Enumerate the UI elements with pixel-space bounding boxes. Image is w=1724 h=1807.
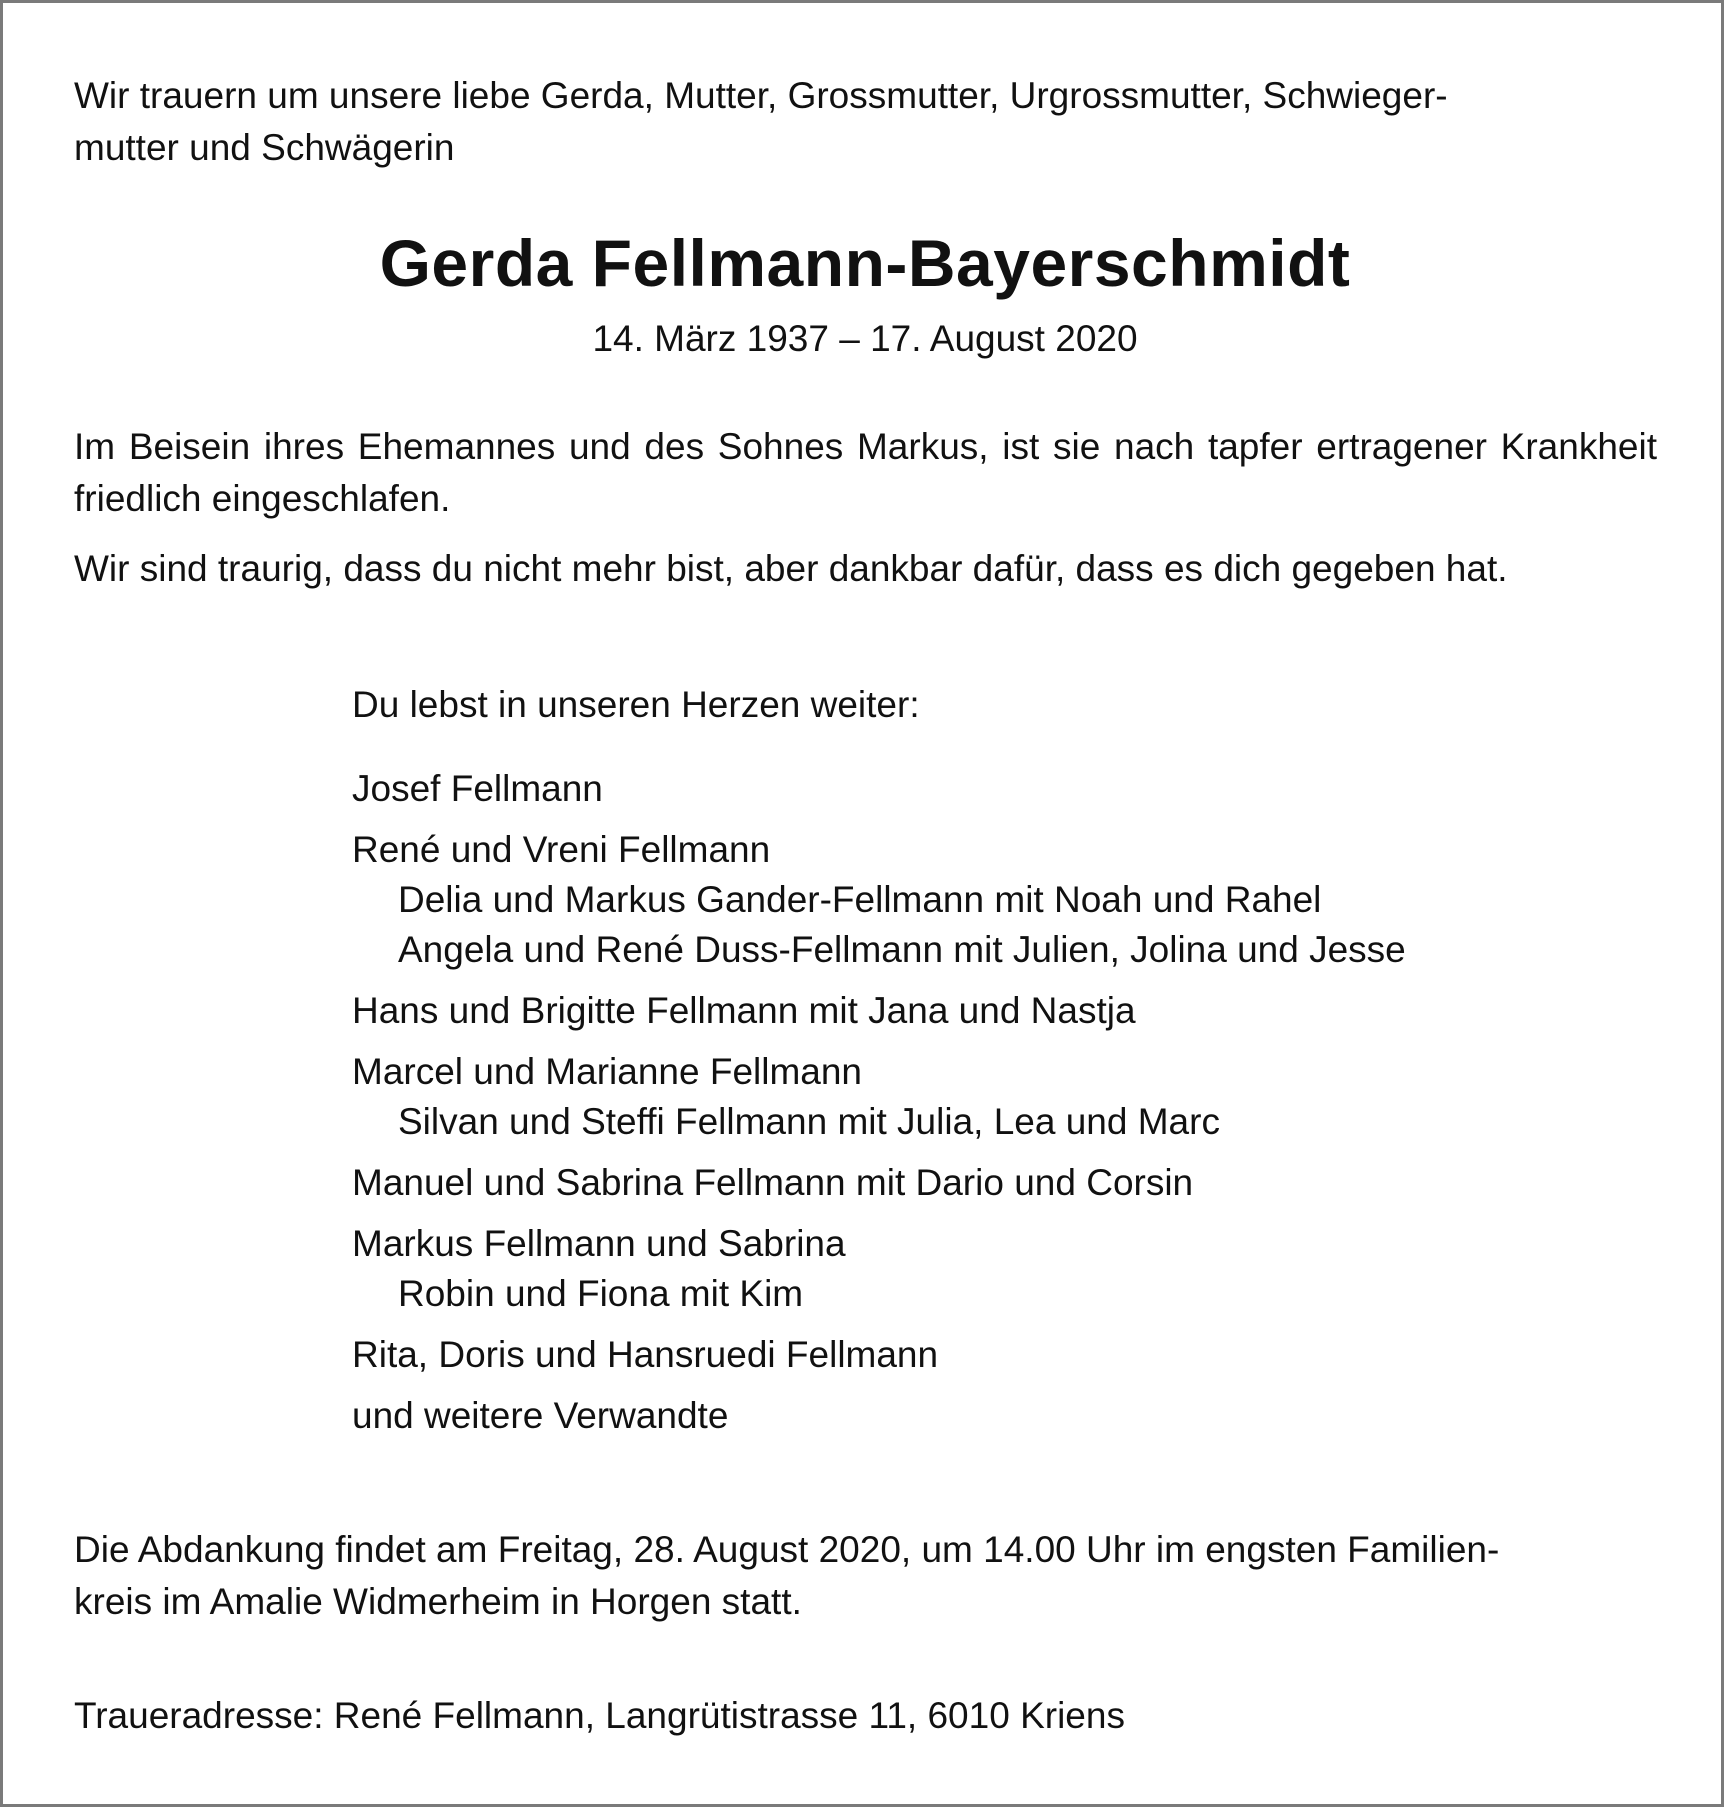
family-entry xyxy=(352,1047,1652,1147)
family-member: Manuel und Sabrina Fellmann mit Dario und Corsin xyxy=(352,1162,1194,1203)
family-entry xyxy=(352,986,1652,1036)
family-member: und weitere Verwandte xyxy=(352,1395,729,1436)
funeral-notice xyxy=(74,1524,1657,1628)
family-submember: Robin und Fiona mit Kim xyxy=(398,1273,804,1314)
family-submember: Silvan und Steffi Fellmann mit Julia, Lea und Marc xyxy=(398,1101,1220,1142)
family-intro: Du lebst in unseren Herzen weiter: xyxy=(352,684,920,725)
intro-line-2: mutter und Schwägerin xyxy=(74,127,455,168)
paragraph-passing: Im Beisein ihres Ehemannes und des Sohnes Markus, ist sie nach tapfer ertragener Krankheit friedlich eingeschlafen. xyxy=(74,426,1657,519)
family-entry xyxy=(352,825,1652,975)
deceased-name: Gerda Fellmann-Bayerschmidt xyxy=(379,226,1351,300)
family-member: Hans und Brigitte Fellmann mit Jana und Nastja xyxy=(352,990,1136,1031)
family-member: Markus Fellmann und Sabrina xyxy=(352,1223,846,1264)
family-submember: Angela und René Duss-Fellmann mit Julien, Jolina und Jesse xyxy=(398,929,1406,970)
family-submember: Delia und Markus Gander-Fellmann mit Noah und Rahel xyxy=(398,879,1322,920)
intro-text xyxy=(74,70,1657,174)
family-entry xyxy=(352,1219,1652,1319)
family-member: Rita, Doris und Hansruedi Fellmann xyxy=(352,1334,939,1375)
paragraph-gratitude: Wir sind traurig, dass du nicht mehr bist, aber dankbar dafür, dass es dich gegeben hat. xyxy=(74,548,1508,589)
family-entry xyxy=(352,1330,1652,1380)
family-entry xyxy=(352,1158,1652,1208)
family-entry xyxy=(352,1391,1652,1441)
family-entry xyxy=(352,764,1652,814)
family-member: Josef Fellmann xyxy=(352,768,603,809)
life-dates: 14. März 1937 – 17. August 2020 xyxy=(592,318,1138,359)
intro-line-1: Wir trauern um unsere liebe Gerda, Mutter, Grossmutter, Urgrossmutter, Schwieger- xyxy=(74,75,1448,116)
family-member: René und Vreni Fellmann xyxy=(352,829,771,870)
family-list xyxy=(352,680,1652,1452)
family-member: Marcel und Marianne Fellmann xyxy=(352,1051,863,1092)
funeral-notice-line-2: kreis im Amalie Widmerheim in Horgen statt. xyxy=(74,1581,802,1622)
mourning-address: Traueradresse: René Fellmann, Langrütistrasse 11, 6010 Kriens xyxy=(74,1695,1125,1736)
funeral-notice-line-1: Die Abdankung findet am Freitag, 28. August 2020, um 14.00 Uhr im engsten Familien- xyxy=(74,1529,1500,1570)
